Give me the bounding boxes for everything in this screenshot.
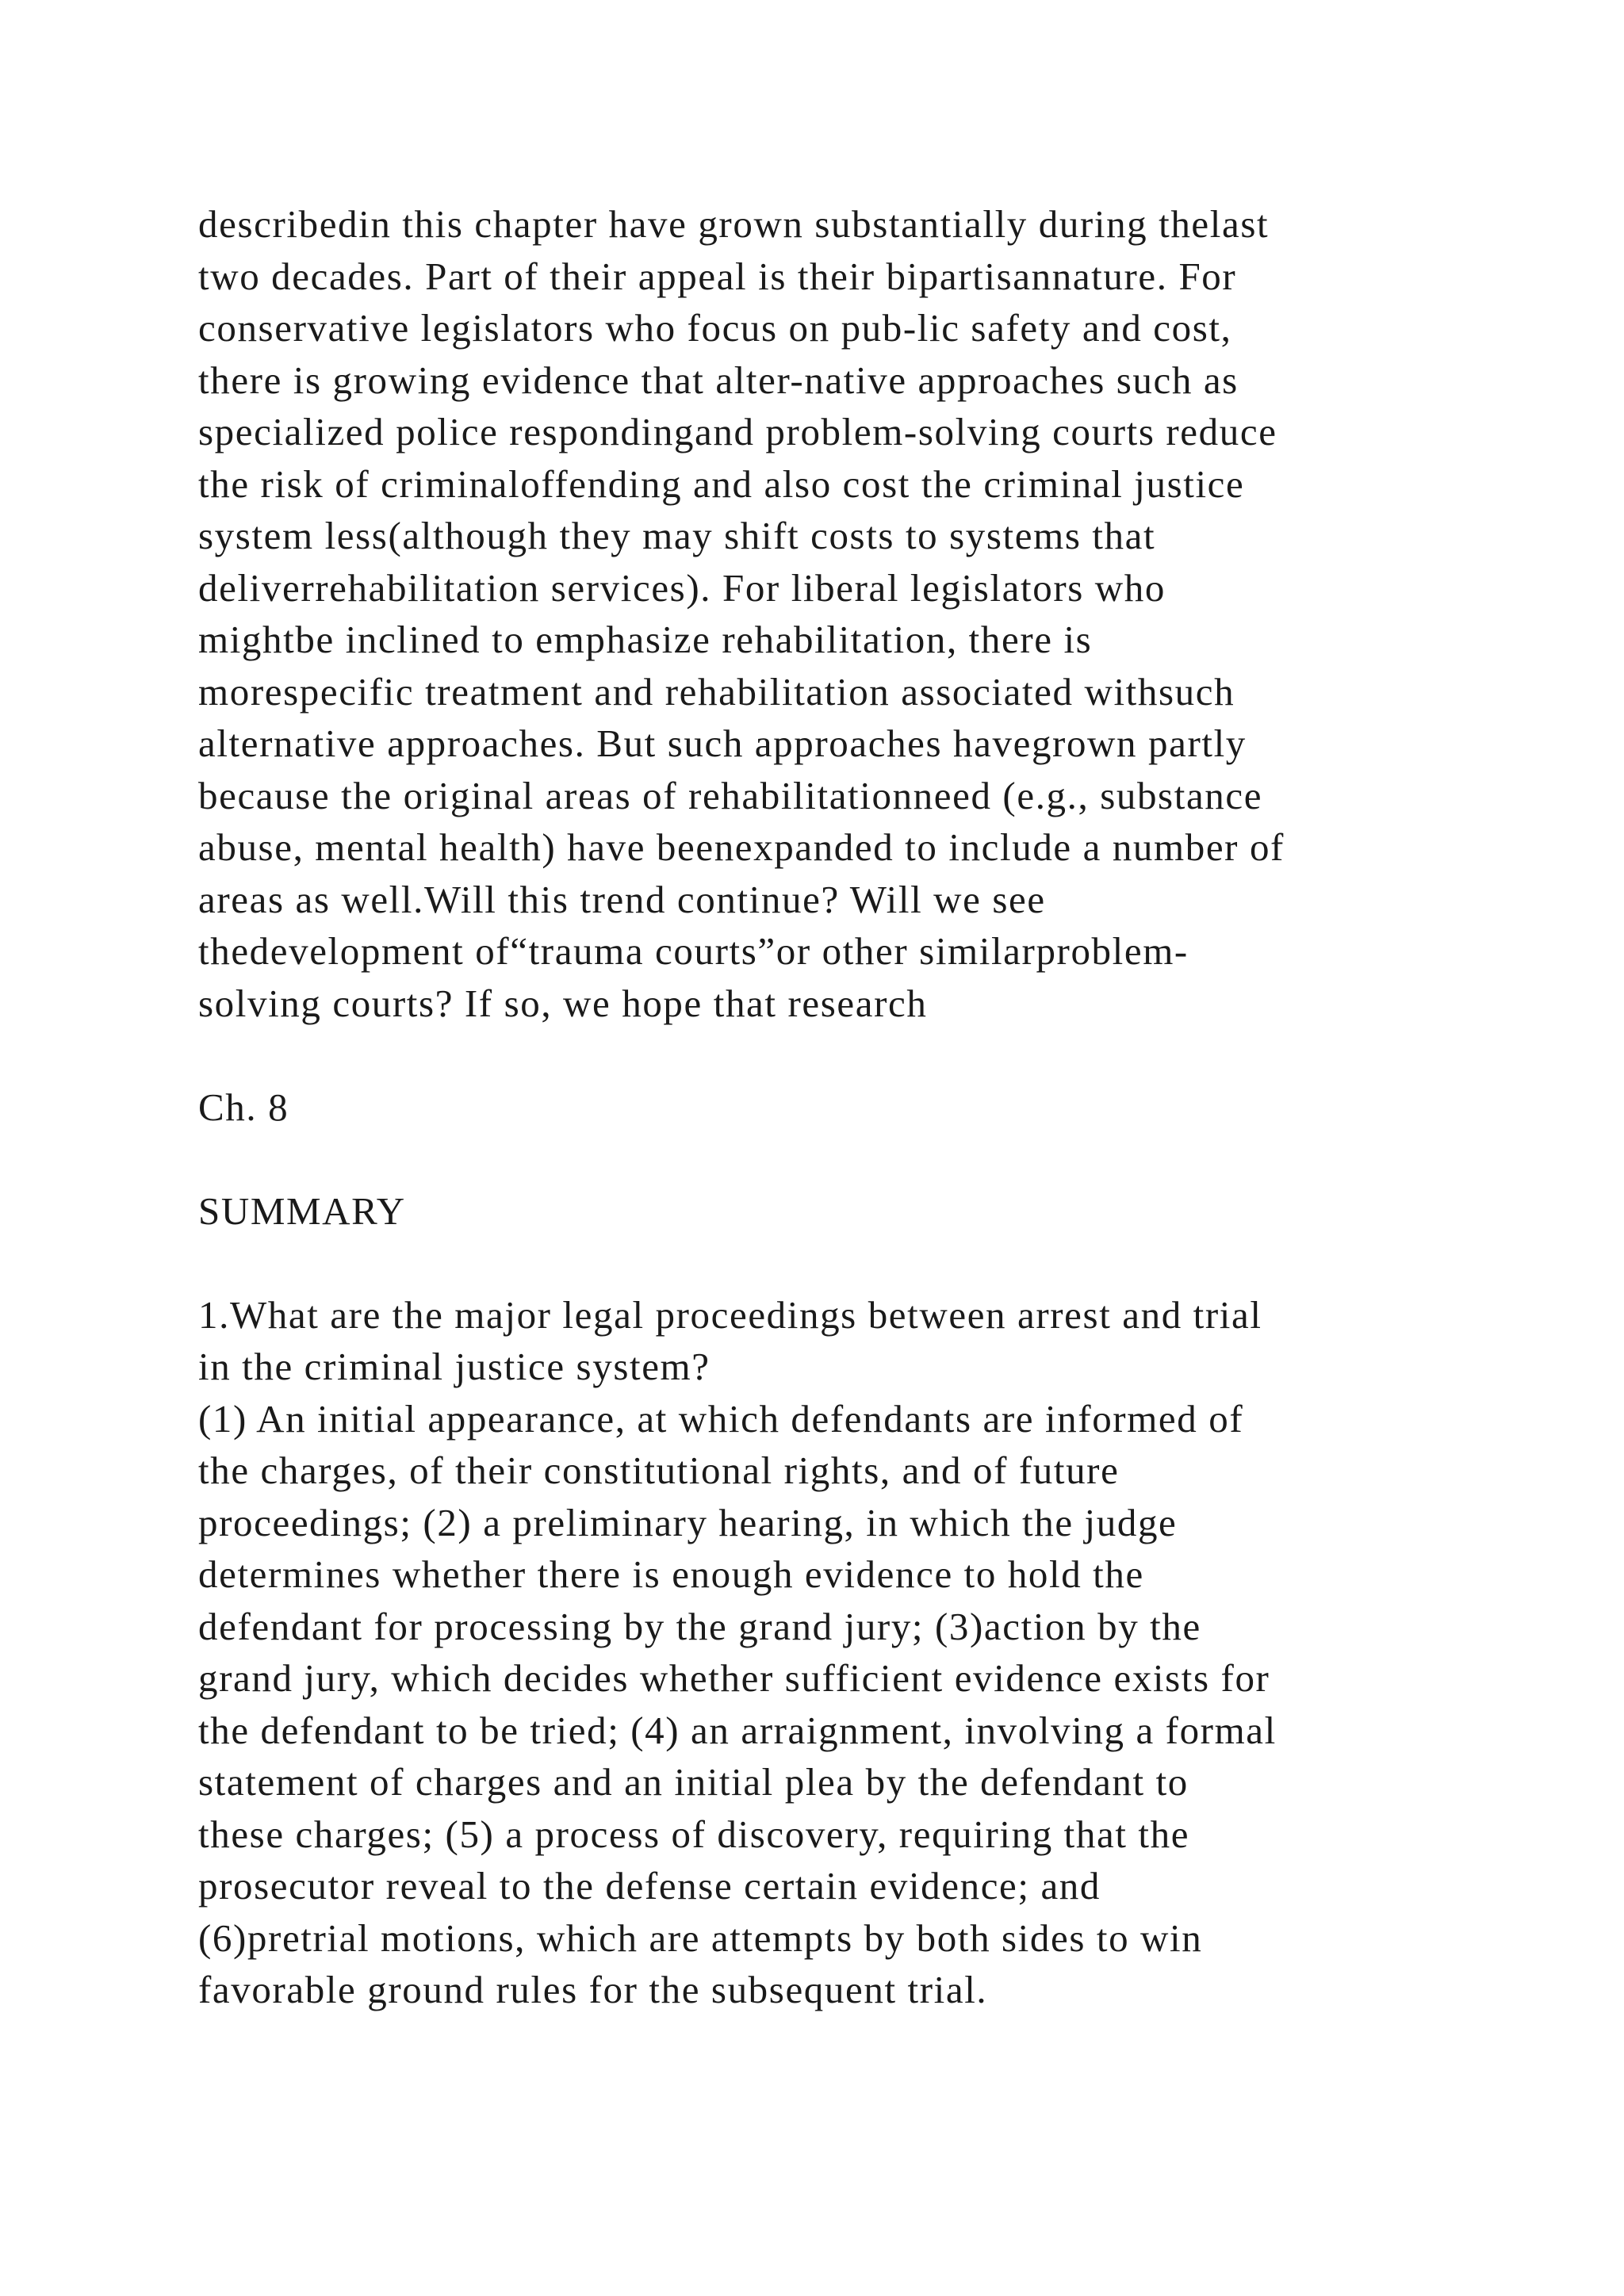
spacer — [198, 1029, 1515, 1081]
chapter-label: Ch. 8 — [198, 1085, 289, 1129]
text-line: defendant for processing by the grand jury; (3)action by the — [198, 1604, 1201, 1648]
text-line: there is growing evidence that alter-native approaches such as — [198, 358, 1239, 402]
text-line: in the criminal justice system? — [198, 1345, 710, 1388]
spacer — [198, 1133, 1515, 1185]
text-line: areas as well.Will this trend continue? Will we see — [198, 877, 1046, 921]
text-line: proceedings; (2) a preliminary hearing, in which the judge — [198, 1500, 1178, 1544]
text-line: deliverrehabilitation services). For liberal legislators who — [198, 565, 1166, 610]
text-line: system less(although they may shift costs to systems that — [198, 514, 1156, 557]
text-line: morespecific treatment and rehabilitation associated withsuch — [198, 669, 1235, 714]
text-line: solving courts? If so, we hope that research — [198, 981, 928, 1025]
text-line: the risk of criminaloffending and also cost the criminal justice — [198, 461, 1245, 506]
text-line: favorable ground rules for the subsequent trial. — [198, 1968, 988, 2011]
text-line: alternative approaches. But such approaches havegrown partly — [198, 721, 1247, 765]
text-line: the charges, of their constitutional rights, and of future — [198, 1448, 1120, 1492]
spacer — [198, 1237, 1515, 1289]
text-line: abuse, mental health) have beenexpanded to include a number of — [198, 825, 1285, 869]
text-line: thedevelopment of“trauma courts”or other similarproblem- — [198, 929, 1189, 973]
text-line: conservative legislators who focus on pub-lic safety and cost, — [198, 306, 1232, 350]
text-line: these charges; (5) a process of discovery, requiring that the — [198, 1812, 1190, 1856]
text-line: 1.What are the major legal proceedings between arrest and trial — [198, 1292, 1262, 1337]
text-line: statement of charges and an initial plea by the defendant to — [198, 1760, 1189, 1804]
text-line: (1) An initial appearance, at which defendants are informed of — [198, 1396, 1244, 1441]
text-line: specialized police respondingand problem-solving courts reduce — [198, 410, 1277, 453]
text-line: prosecutor reveal to the defense certain evidence; and — [198, 1864, 1101, 1908]
text-line: describedin this chapter have grown substantially during thelast — [198, 202, 1270, 246]
summary-answer — [198, 1393, 1515, 2016]
text-line: the defendant to be tried; (4) an arraignment, involving a formal — [198, 1708, 1277, 1752]
section-heading: SUMMARY — [198, 1188, 406, 1233]
text-line: mightbe inclined to emphasize rehabilitation, there is — [198, 618, 1093, 661]
text-line: (6)pretrial motions, which are attempts by both sides to win — [198, 1915, 1203, 1960]
text-line: grand jury, which decides whether sufficient evidence exists for — [198, 1656, 1270, 1700]
text-line: determines whether there is enough evidence to hold the — [198, 1552, 1144, 1596]
text-line: because the original areas of rehabilitationneed (e.g., substance — [198, 773, 1263, 817]
intro-paragraph — [198, 198, 1515, 1029]
document-page — [198, 198, 1515, 2016]
text-line: two decades. Part of their appeal is their bipartisannature. For — [198, 254, 1237, 298]
summary-question — [198, 1289, 1515, 1393]
